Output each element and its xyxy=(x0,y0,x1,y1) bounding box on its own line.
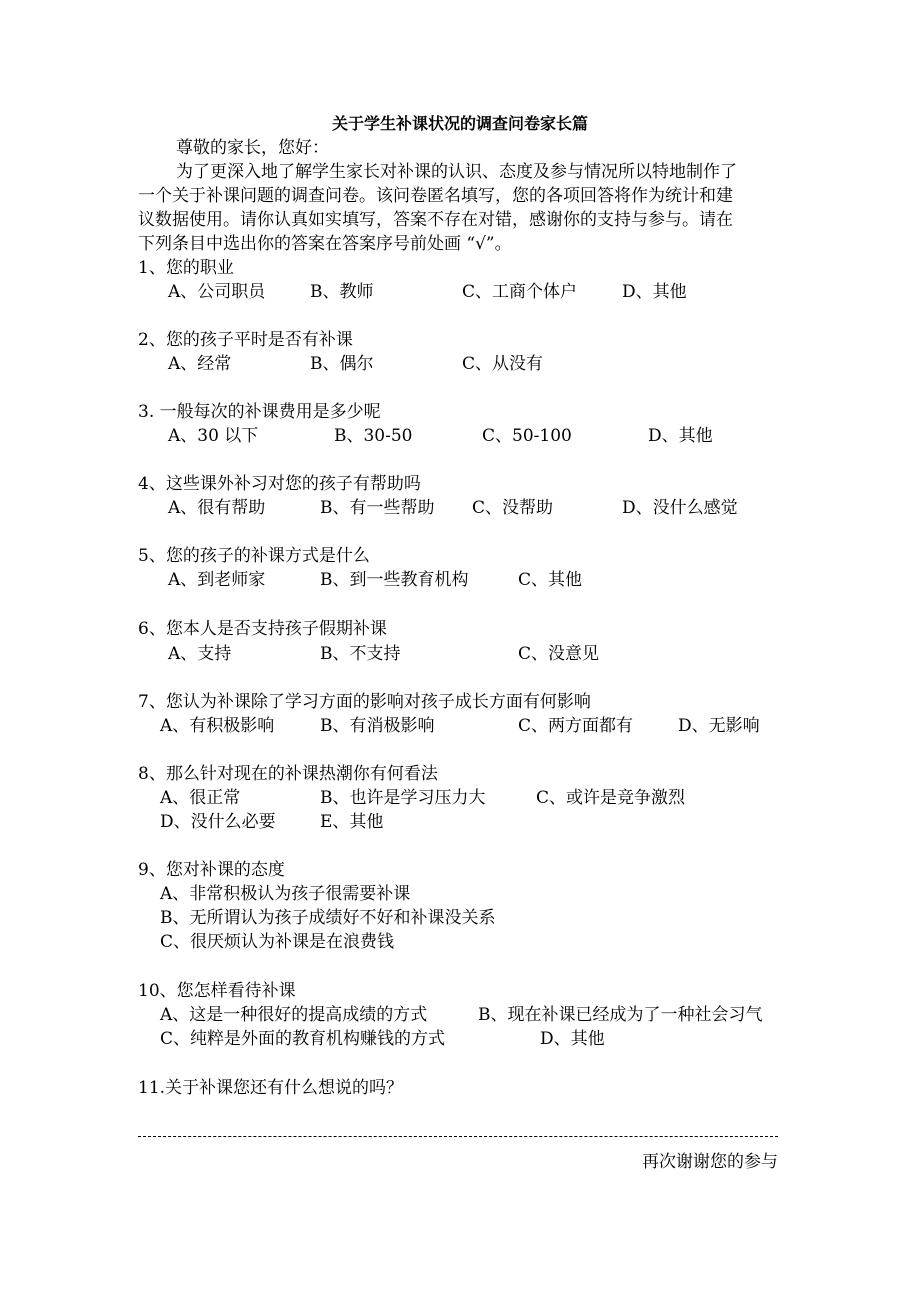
intro-line: 一个关于补课问题的调查问卷。该问卷匿名填写，您的各项回答将作为统计和建 xyxy=(138,186,733,206)
question-6: 6、您本人是否支持孩子假期补课 xyxy=(138,619,387,639)
question-8: 8、那么针对现在的补课热潮你有何看法 xyxy=(138,764,438,784)
question-11: 11.关于补课您还有什么想说的吗？ xyxy=(138,1078,404,1098)
option-7a[interactable]: A、有积极影响 xyxy=(160,716,275,736)
option-6a[interactable]: A、支持 xyxy=(168,644,232,664)
question-3: 3. 一般每次的补课费用是多少呢 xyxy=(138,402,381,422)
option-3a[interactable]: A、30 以下 xyxy=(168,426,259,446)
intro-line: 议数据使用。请你认真如实填写，答案不存在对错，感谢你的支持与参与。请在 xyxy=(138,210,733,230)
question-10: 10、您怎样看待补课 xyxy=(138,981,296,1001)
option-5b[interactable]: B、到一些教育机构 xyxy=(320,570,469,590)
option-6b[interactable]: B、不支持 xyxy=(320,644,401,664)
question-9: 9、您对补课的态度 xyxy=(138,860,285,880)
closing-thanks: 再次谢谢您的参与 xyxy=(642,1152,778,1172)
option-7b[interactable]: B、有消极影响 xyxy=(320,716,435,736)
question-7: 7、您认为补课除了学习方面的影响对孩子成长方面有何影响 xyxy=(138,692,591,712)
option-1b[interactable]: B、教师 xyxy=(310,282,374,302)
option-3c[interactable]: C、50-100 xyxy=(482,426,572,446)
option-7c[interactable]: C、两方面都有 xyxy=(518,716,634,736)
option-8c[interactable]: C、或许是竞争激烈 xyxy=(536,788,686,808)
option-9b[interactable]: B、无所谓认为孩子成绩好不好和补课没关系 xyxy=(160,908,496,928)
option-2c[interactable]: C、从没有 xyxy=(462,354,544,374)
option-4d[interactable]: D、没什么感觉 xyxy=(622,498,738,518)
question-1: 1、您的职业 xyxy=(138,258,234,278)
option-7d[interactable]: D、无影响 xyxy=(678,716,760,736)
option-1a[interactable]: A、公司职员 xyxy=(168,282,266,302)
option-4b[interactable]: B、有一些帮助 xyxy=(320,498,435,518)
question-4: 4、这些课外补习对您的孩子有帮助吗 xyxy=(138,474,421,494)
option-4a[interactable]: A、很有帮助 xyxy=(168,498,266,518)
option-2b[interactable]: B、偶尔 xyxy=(310,354,374,374)
answer-line-divider[interactable] xyxy=(138,1136,778,1137)
intro-line: 为了更深入地了解学生家长对补课的认识、态度及参与情况所以特地制作了 xyxy=(176,162,737,182)
option-1c[interactable]: C、工商个体户 xyxy=(462,282,578,302)
option-8e[interactable]: E、其他 xyxy=(320,812,384,832)
option-8b[interactable]: B、也许是学习压力大 xyxy=(320,788,486,808)
option-2a[interactable]: A、经常 xyxy=(168,354,232,374)
option-10c[interactable]: C、纯粹是外面的教育机构赚钱的方式 xyxy=(160,1029,446,1049)
option-8a[interactable]: A、很正常 xyxy=(160,788,241,808)
option-10b[interactable]: B、现在补课已经成为了一种社会习气 xyxy=(478,1005,763,1025)
option-5c[interactable]: C、其他 xyxy=(518,570,583,590)
question-5: 5、您的孩子的补课方式是什么 xyxy=(138,546,370,566)
option-3d[interactable]: D、其他 xyxy=(648,426,713,446)
option-8d[interactable]: D、没什么必要 xyxy=(160,812,276,832)
option-10d[interactable]: D、其他 xyxy=(540,1029,605,1049)
option-1d[interactable]: D、其他 xyxy=(622,282,687,302)
option-10a[interactable]: A、这是一种很好的提高成绩的方式 xyxy=(160,1005,428,1025)
option-9a[interactable]: A、非常积极认为孩子很需要补课 xyxy=(160,884,411,904)
document-title: 关于学生补课状况的调查问卷家长篇 xyxy=(331,114,588,133)
option-6c[interactable]: C、没意见 xyxy=(518,644,600,664)
option-5a[interactable]: A、到老师家 xyxy=(168,570,266,590)
option-9c[interactable]: C、很厌烦认为补课是在浪费钱 xyxy=(160,932,395,952)
option-3b[interactable]: B、30-50 xyxy=(334,426,413,446)
question-2: 2、您的孩子平时是否有补课 xyxy=(138,330,353,350)
greeting: 尊敬的家长，您好： xyxy=(176,138,329,158)
intro-line: 下列条目中选出你的答案在答案序号前处画 “√”。 xyxy=(138,234,512,254)
option-4c[interactable]: C、没帮助 xyxy=(472,498,554,518)
